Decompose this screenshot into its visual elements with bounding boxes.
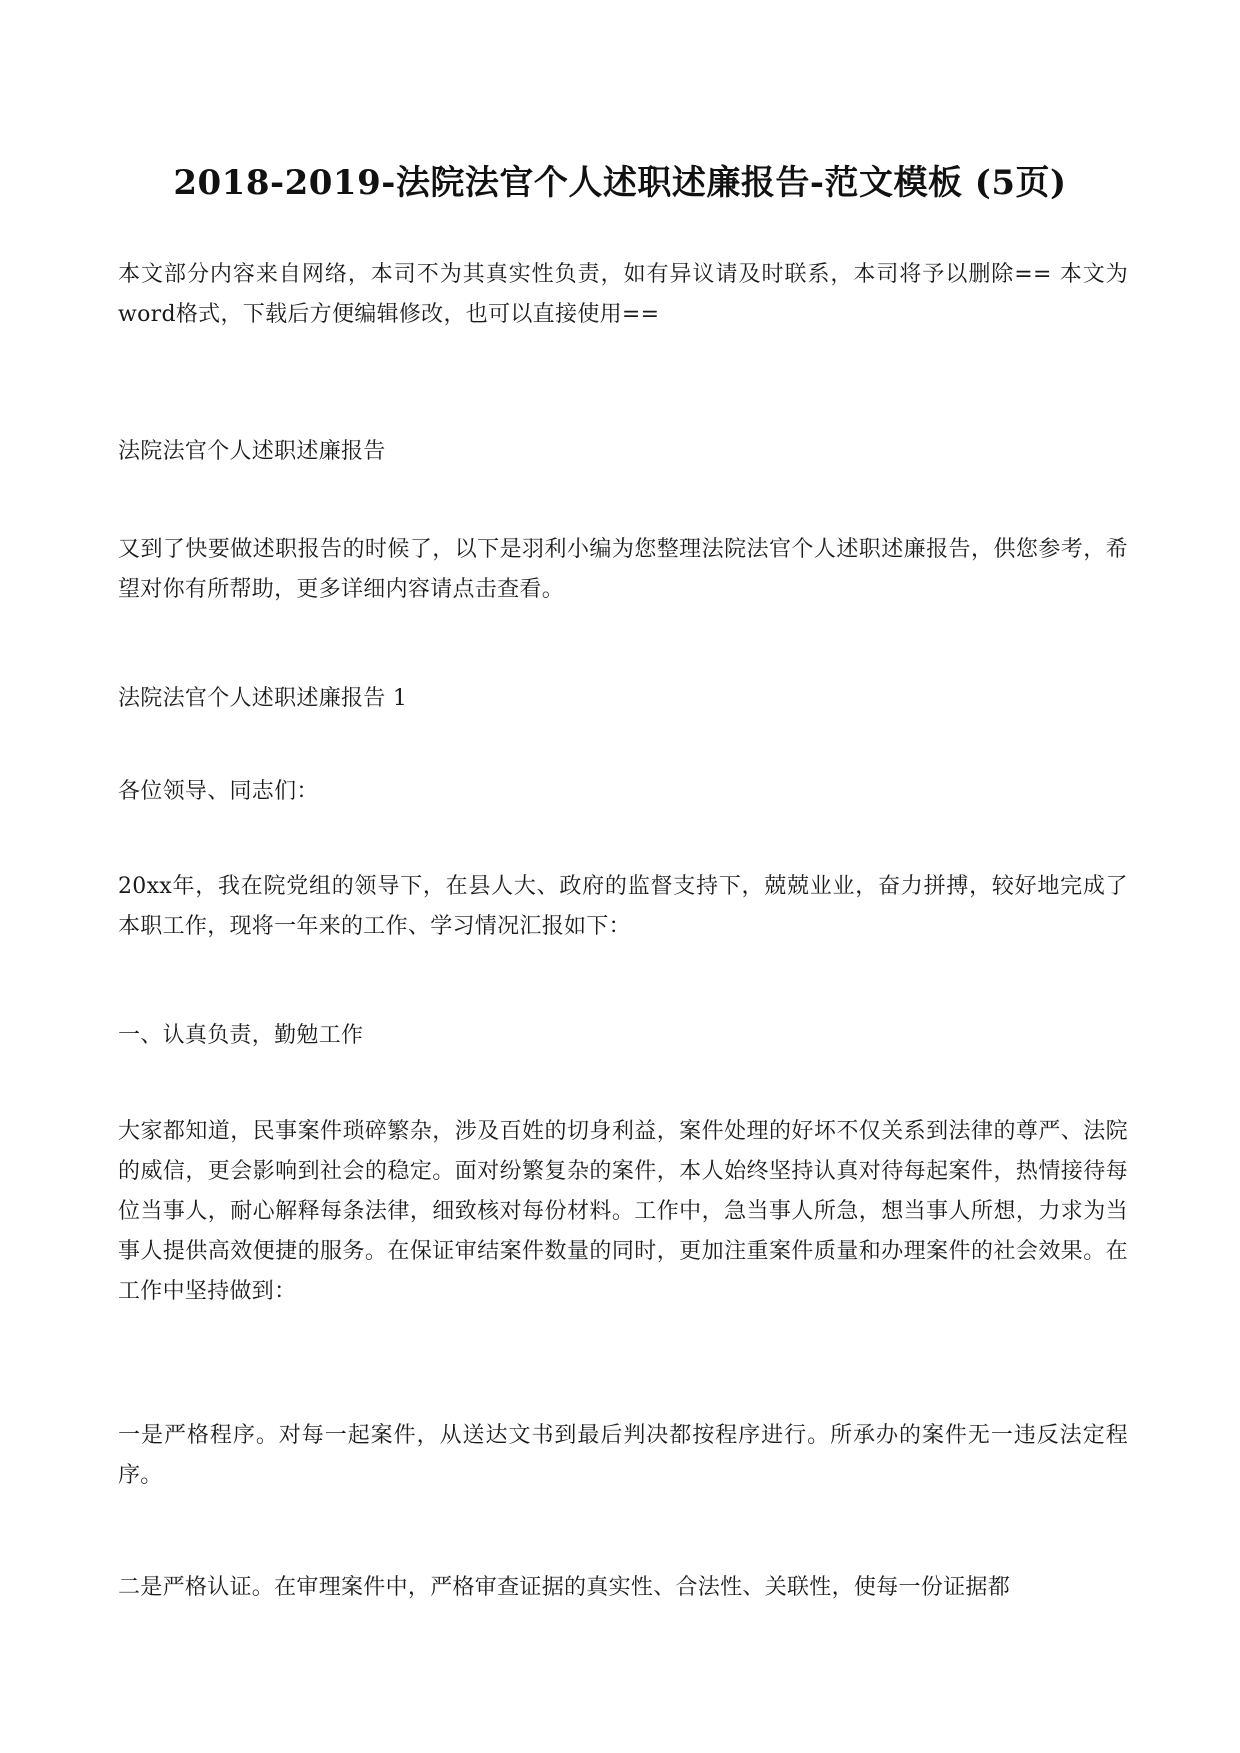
section-heading: 一、认真负责，勤勉工作: [118, 1023, 364, 1048]
report-subheading: 法院法官个人述职述廉报告 1: [118, 686, 408, 711]
disclaimer-paragraph: 本文部分内容来自网络，本司不为其真实性负责，如有异议请及时联系，本司将予以删除== 本文为word格式，下载后方便编辑修改，也可以直接使用==: [118, 262, 1128, 327]
opening-paragraph: 20xx年，我在院党组的领导下，在县人大、政府的监督支持下，兢兢业业，奋力拼搏，较好地完成了本职工作，现将一年来的工作、学习情况汇报如下：: [118, 874, 1128, 939]
list-item: 二是严格认证。在审理案件中，严格审查证据的真实性、合法性、关联性，使每一份证据都: [118, 1575, 1011, 1600]
document-title: 2018-2019-法院法官个人述职述廉报告-范文模板 (5页): [173, 163, 1067, 203]
body-paragraph: 大家都知道，民事案件琐碎繁杂，涉及百姓的切身利益，案件处理的好坏不仅关系到法律的尊严、法院的威信，更会影响到社会的稳定。面对纷繁复杂的案件，本人始终坚持认真对待每起案件，热情接待每位当事人，耐心解释每条法律，细致核对每份材料。工作中，急当事人所急，想当事人所想，力求为当事人提供高效便捷的服务。在保证审结案件数量的同时，更加注重案件质量和办理案件的社会效果。在工作中坚持做到：: [118, 1119, 1128, 1304]
intro-paragraph: 又到了快要做述职报告的时候了，以下是羽利小编为您整理法院法官个人述职述廉报告，供您参考，希望对你有所帮助，更多详细内容请点击查看。: [118, 537, 1128, 602]
salutation: 各位领导、同志们：: [118, 779, 319, 804]
report-heading: 法院法官个人述职述廉报告: [118, 439, 386, 464]
list-item: 一是严格程序。对每一起案件，从送达文书到最后判决都按程序进行。所承办的案件无一违反法定程序。: [118, 1423, 1128, 1488]
